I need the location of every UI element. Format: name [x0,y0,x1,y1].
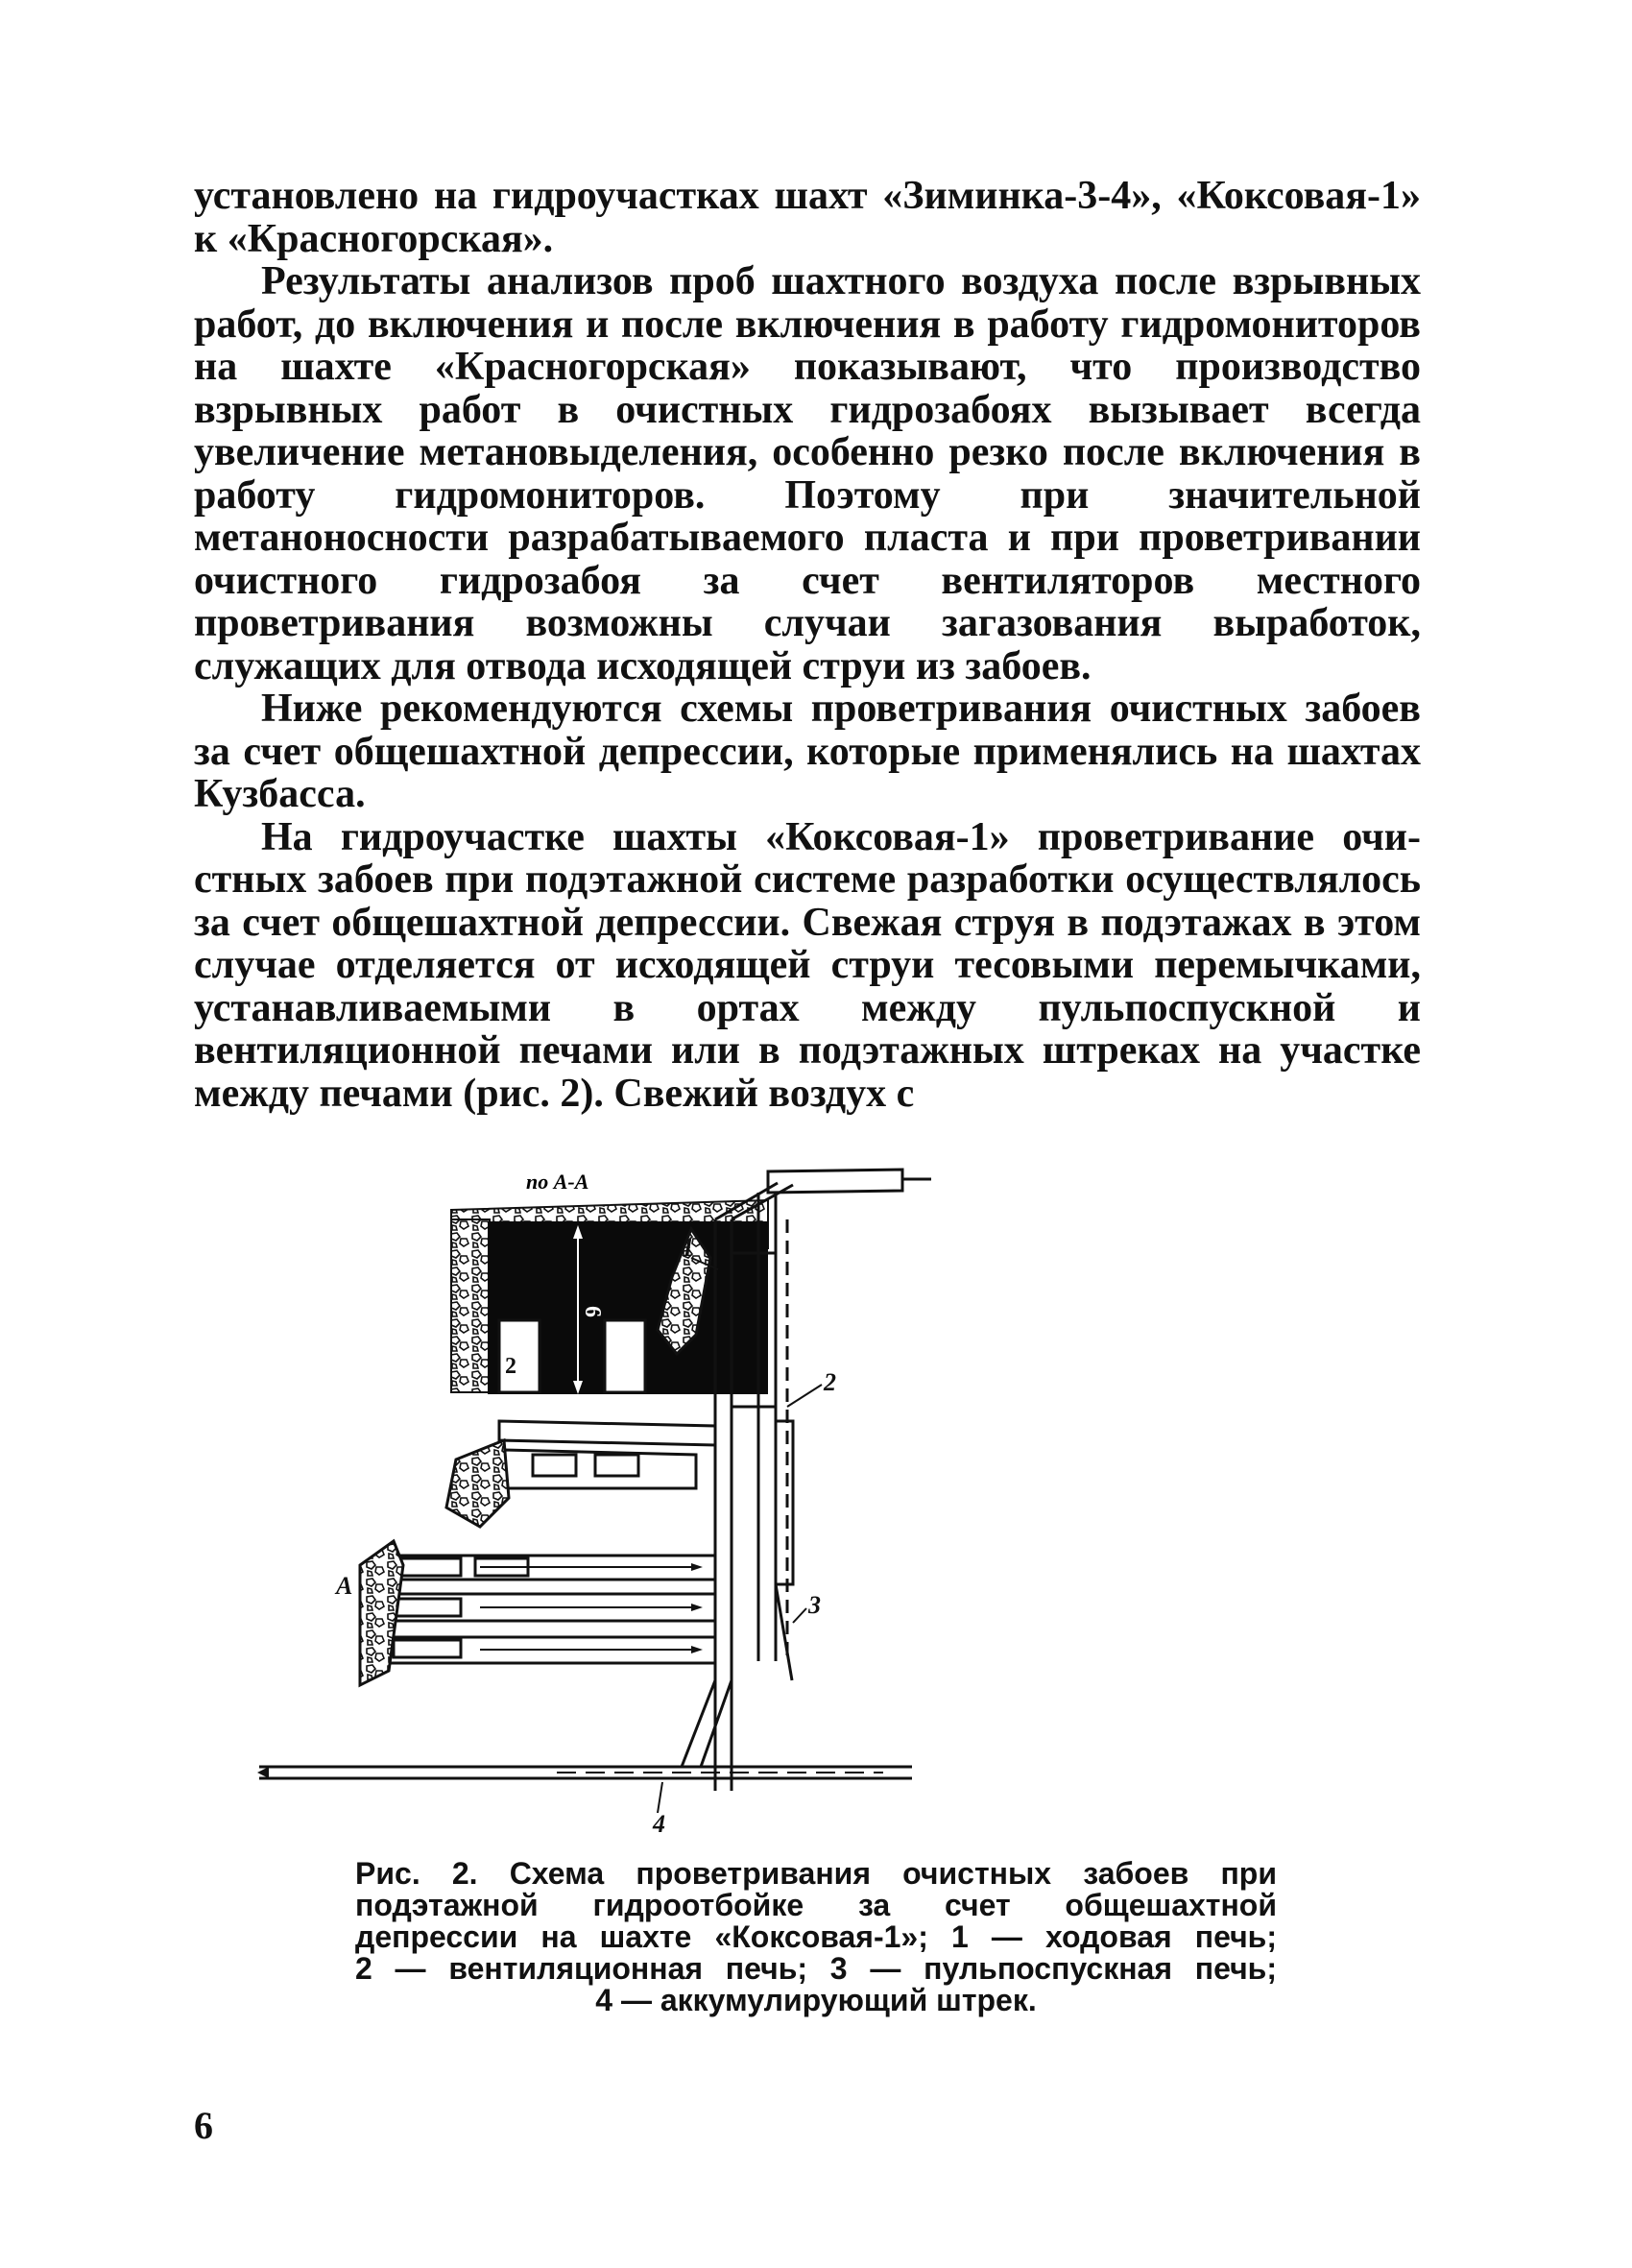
pulp-raise-lower [776,1584,792,1680]
caption-line-2: подэтажной гидроотбойке за счет общешахтной [355,1888,1277,1922]
section-label: по А-А [526,1170,589,1194]
callout-3: 3 [808,1591,821,1619]
body-text [194,175,1421,1115]
figure-caption [355,1858,1277,2016]
pulp-raise-block [776,1421,793,1584]
section-rock-left [451,1219,490,1392]
page-number: 6 [194,2104,213,2147]
callout-1: 1 [682,1234,694,1262]
airflow-arrow-1 [691,1563,703,1571]
callout-2: 2 [824,1368,836,1396]
lower-raise-left-branch [682,1680,715,1767]
callout-4-leader [658,1782,662,1813]
section-inset-label: 2 [505,1354,516,1379]
section-dimension: 6 [580,1306,605,1317]
ventilation-scheme-diagram [336,1162,1277,1848]
airflow-arrow-2 [691,1604,703,1611]
callout-2-leader [787,1385,822,1407]
caption-line-4: 2 — вентиляционная печь; 3 — пульпоспускная печь; [355,1951,1277,1986]
caption-line-1: Рис. 2. Схема проветривания очистных забоев при [355,1856,1277,1891]
middle-goaf-rocks [446,1440,509,1527]
section-inset [451,1170,768,1394]
accumulating-drift-arrow [257,1767,269,1778]
lower-pillar-3 [394,1599,461,1616]
section-mark: А [336,1572,353,1600]
paragraph-1: установлено на гидроучастках шахт «Зиминка-3-4», «Коксовая-1» к «Красногорская». [194,174,1421,261]
section-opening-right [605,1320,645,1392]
middle-pillar-2 [595,1455,638,1476]
caption-line-5: 4 — аккумулирующий штрек. [595,1983,1037,2017]
airflow-arrow-3 [691,1646,703,1653]
callout-4: 4 [653,1810,665,1838]
lower-pillar-4 [394,1640,461,1657]
caption-line-3: депрессии на шахте «Коксовая-1»; 1 — ходовая печь; [355,1919,1277,1954]
middle-sublevel-drift [499,1421,715,1445]
paragraph-4: На гидроучастке шахты «Коксовая-1» проветривание очистных забоев при подэтажной системе разработки осуществлялось за счет общешахтной депрессии. Свежая струя в подэтажах в этом случае отделяется от исходящей струи тесовыми перемычками, устанавливаемыми в ортах между пульпоспускной и вентиляционной печами или в подэтажных штреках на участке между печами (рис. 2). Свежий воздух с [194,814,1421,1116]
figure-ventilation-scheme [336,1162,1277,1848]
callout-3-leader [793,1608,806,1623]
middle-pillar-1 [533,1455,576,1476]
paragraph-3: Ниже рекомендуются схемы проветривания очистных забоев за счет общешахтной депрессии, которые применялись на шахтах Кузбасса. [194,687,1421,816]
paragraph-2: Результаты анализов проб шахтного воздуха после взрывных работ, до включения и после включения в работу гидромониторов на шахте «Красногорская» показывают, что производство взрывных работ в очистных гидрозабоях вызывает всегда увеличение метановыделения, особенно резко после включения в работу гидромониторов. Поэтому при значительной метаноносности разрабатываемого пласта и при проветривании очистного гидрозабоя за счет вентиляторов местного проветривания возможны случаи загазования выработок, служащих для отвода исходящей струи из забоев. [194,259,1421,688]
